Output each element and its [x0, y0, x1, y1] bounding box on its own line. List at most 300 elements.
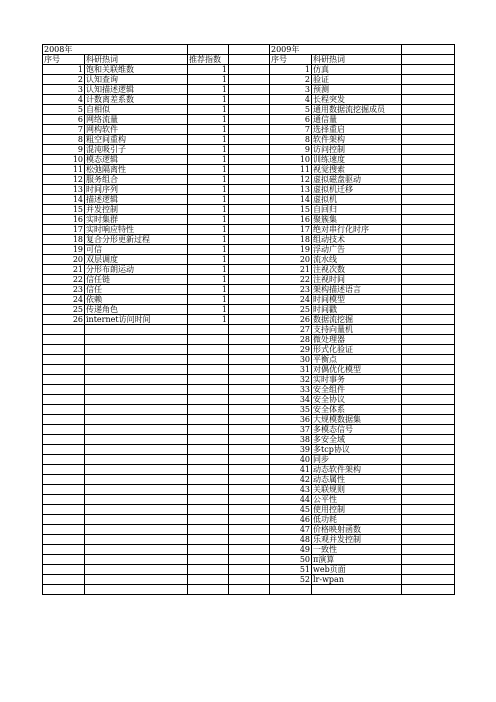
seq-cell-2009: 18 [270, 235, 312, 245]
seq-cell-2008: 24 [43, 295, 85, 305]
spacer-cell [229, 105, 270, 115]
spacer-cell [229, 355, 270, 365]
seq-cell-2009: 22 [270, 275, 312, 285]
seq-cell-2009: 20 [270, 255, 312, 265]
empty-cell [402, 505, 455, 515]
term-cell-2008: 描述逻辑 [85, 195, 188, 205]
seq-cell-2008: 7 [43, 125, 85, 135]
spacer-cell [229, 325, 270, 335]
header-term-2009: 科研热词 [312, 55, 402, 65]
seq-cell-2009: 12 [270, 175, 312, 185]
header-seq-2008: 序号 [43, 55, 85, 65]
seq-cell-2009: 38 [270, 435, 312, 445]
term-cell-2008 [85, 385, 188, 395]
index-cell-2008 [188, 365, 229, 375]
empty-cell [402, 475, 455, 485]
empty-cell [402, 115, 455, 125]
seq-cell-2009: 40 [270, 455, 312, 465]
term-cell-2009: 多tcp协议 [312, 445, 402, 455]
empty-cell [402, 205, 455, 215]
spacer-cell [229, 485, 270, 495]
term-cell-2008 [85, 575, 188, 585]
empty-cell [402, 455, 455, 465]
seq-cell-2008 [43, 345, 85, 355]
term-cell-2008 [85, 325, 188, 335]
spacer-cell [229, 255, 270, 265]
table-row [43, 455, 455, 465]
index-cell-2008: 1 [188, 95, 229, 105]
term-cell-2008 [85, 465, 188, 475]
seq-cell-2009: 3 [270, 85, 312, 95]
empty-cell [402, 315, 455, 325]
empty-cell [402, 75, 455, 85]
index-cell-2008: 1 [188, 115, 229, 125]
seq-cell-2009: 32 [270, 375, 312, 385]
term-cell-2008: 模态逻辑 [85, 155, 188, 165]
seq-cell-2008 [43, 365, 85, 375]
empty-cell [402, 275, 455, 285]
term-cell-2009: 实时事务 [312, 375, 402, 385]
seq-cell-2009: 27 [270, 325, 312, 335]
seq-cell-2009: 30 [270, 355, 312, 365]
seq-cell-2009: 47 [270, 525, 312, 535]
term-cell-2009: 聚簇集 [312, 215, 402, 225]
index-cell-2008: 1 [188, 85, 229, 95]
term-cell-2009: 虚拟机迁移 [312, 185, 402, 195]
spacer-cell [229, 205, 270, 215]
index-cell-2008: 1 [188, 195, 229, 205]
term-cell-2009: 平衡点 [312, 355, 402, 365]
index-cell-2008: 1 [188, 225, 229, 235]
index-cell-2008 [188, 535, 229, 545]
spacer-cell [229, 145, 270, 155]
term-cell-2008: 粗空间重构 [85, 135, 188, 145]
term-cell-2009: 乐观并发控制 [312, 535, 402, 545]
spacer-cell [229, 375, 270, 385]
spacer-cell [229, 435, 270, 445]
term-cell-2009: 仿真 [312, 65, 402, 75]
seq-cell-2008 [43, 545, 85, 555]
seq-cell-2009: 23 [270, 285, 312, 295]
term-cell-2009: 对偶优化模型 [312, 365, 402, 375]
index-cell-2008 [188, 345, 229, 355]
table-row [43, 395, 455, 405]
table-row [43, 305, 455, 315]
spacer-cell [229, 475, 270, 485]
empty-cell [402, 265, 455, 275]
table-row [43, 485, 455, 495]
empty-cell [402, 255, 455, 265]
empty-cell [402, 485, 455, 495]
seq-cell-2008: 12 [43, 175, 85, 185]
empty-cell [402, 185, 455, 195]
header-seq-2009: 序号 [270, 55, 312, 65]
table-row [43, 175, 455, 185]
spacer-cell [229, 545, 270, 555]
table-row [43, 335, 455, 345]
seq-cell-2008 [43, 535, 85, 545]
seq-cell-2008 [43, 465, 85, 475]
seq-cell-2009: 28 [270, 335, 312, 345]
seq-cell-2008: 13 [43, 185, 85, 195]
spacer-cell [229, 425, 270, 435]
term-cell-2009: 时间戳 [312, 305, 402, 315]
table-row [43, 195, 455, 205]
term-cell-2009: 同步 [312, 455, 402, 465]
empty-cell [402, 515, 455, 525]
empty-cell [402, 155, 455, 165]
term-cell-2009: 视觉搜索 [312, 165, 402, 175]
table-row [43, 265, 455, 275]
empty-cell [402, 435, 455, 445]
index-cell-2008: 1 [188, 205, 229, 215]
table-row [43, 365, 455, 375]
table-row [43, 295, 455, 305]
table-row [43, 75, 455, 85]
table-row [43, 95, 455, 105]
empty-cell [402, 365, 455, 375]
table-row [43, 135, 455, 145]
spacer-cell [229, 175, 270, 185]
term-cell-2008 [85, 395, 188, 405]
term-cell-2008: 服务组合 [85, 175, 188, 185]
table-row [43, 245, 455, 255]
empty-cell [402, 175, 455, 185]
term-cell-2009: 浮动广告 [312, 245, 402, 255]
empty-cell [402, 135, 455, 145]
term-cell-2009: 时间模型 [312, 295, 402, 305]
term-cell-2008 [85, 405, 188, 415]
term-cell-2008 [85, 495, 188, 505]
term-cell-2008: 信任 [85, 285, 188, 295]
seq-cell-2009: 39 [270, 445, 312, 455]
seq-cell-2009: 42 [270, 475, 312, 485]
seq-cell-2008: 19 [43, 245, 85, 255]
term-cell-2008 [85, 455, 188, 465]
empty-cell [402, 215, 455, 225]
spacer-cell [229, 505, 270, 515]
empty-cell [188, 45, 229, 55]
empty-cell [402, 565, 455, 575]
spacer-cell [229, 245, 270, 255]
term-cell-2009: 通信量 [312, 115, 402, 125]
seq-cell-2008 [43, 475, 85, 485]
empty-cell [402, 195, 455, 205]
header-index-2008: 推荐指数 [188, 55, 229, 65]
empty-cell [402, 465, 455, 475]
index-cell-2008 [188, 455, 229, 465]
seq-cell-2008: 25 [43, 305, 85, 315]
empty-cell [402, 585, 455, 595]
seq-cell-2009: 16 [270, 215, 312, 225]
term-cell-2009: π演算 [312, 555, 402, 565]
seq-cell-2008 [43, 325, 85, 335]
table-row [43, 385, 455, 395]
spacer-cell [229, 235, 270, 245]
empty-cell [402, 325, 455, 335]
seq-cell-2009: 41 [270, 465, 312, 475]
seq-cell-2009: 51 [270, 565, 312, 575]
term-cell-2008: 松弛隔离性 [85, 165, 188, 175]
index-cell-2008 [188, 375, 229, 385]
term-cell-2009: 公平性 [312, 495, 402, 505]
term-cell-2008: 并发控制 [85, 205, 188, 215]
empty-cell [402, 545, 455, 555]
term-cell-2008 [85, 445, 188, 455]
table-row [43, 85, 455, 95]
spacer-cell [229, 565, 270, 575]
seq-cell-2009: 8 [270, 135, 312, 145]
index-cell-2008: 1 [188, 125, 229, 135]
empty-cell [402, 95, 455, 105]
spacer-cell [229, 185, 270, 195]
table-row [43, 165, 455, 175]
seq-cell-2009: 52 [270, 575, 312, 585]
table-row [43, 545, 455, 555]
term-cell-2008 [85, 355, 188, 365]
index-cell-2008 [188, 335, 229, 345]
seq-cell-2009: 6 [270, 115, 312, 125]
seq-cell-2009: 46 [270, 515, 312, 525]
table-row [43, 235, 455, 245]
seq-cell-2009: 9 [270, 145, 312, 155]
empty-cell [402, 335, 455, 345]
seq-cell-2008 [43, 575, 85, 585]
term-cell-2009: 微处理器 [312, 335, 402, 345]
seq-cell-2009: 31 [270, 365, 312, 375]
header-row [43, 55, 455, 65]
seq-cell-2009: 50 [270, 555, 312, 565]
seq-cell-2009: 2 [270, 75, 312, 85]
term-cell-2009: 支持向量机 [312, 325, 402, 335]
spacer-cell [229, 135, 270, 145]
term-cell-2008: 实时集群 [85, 215, 188, 225]
term-cell-2008: 饱和关联维数 [85, 65, 188, 75]
empty-cell [402, 425, 455, 435]
index-cell-2008 [188, 565, 229, 575]
term-cell-2008 [85, 435, 188, 445]
index-cell-2008 [188, 325, 229, 335]
spacer-cell [229, 385, 270, 395]
term-cell-2008 [85, 375, 188, 385]
index-cell-2008 [188, 555, 229, 565]
empty-cell [402, 45, 455, 55]
term-cell-2009: 虚拟磁盘驱动 [312, 175, 402, 185]
empty-cell [402, 445, 455, 455]
term-cell-2008: internet访问时间 [85, 315, 188, 325]
term-cell-2009: 大规模数据集 [312, 415, 402, 425]
seq-cell-2009: 4 [270, 95, 312, 105]
empty-cell [402, 305, 455, 315]
table-row [43, 105, 455, 115]
term-cell-2008: 复合分形更新过程 [85, 235, 188, 245]
spacer-cell [229, 195, 270, 205]
term-cell-2008 [85, 475, 188, 485]
seq-cell-2008 [43, 585, 85, 595]
seq-cell-2009: 15 [270, 205, 312, 215]
term-cell-2009: 注视时间 [312, 275, 402, 285]
term-cell-2008 [85, 565, 188, 575]
seq-cell-2009: 24 [270, 295, 312, 305]
index-cell-2008: 1 [188, 305, 229, 315]
seq-cell-2008 [43, 485, 85, 495]
seq-cell-2008: 16 [43, 215, 85, 225]
empty-cell [402, 295, 455, 305]
index-cell-2008 [188, 505, 229, 515]
table-row [43, 555, 455, 565]
spacer-cell [229, 165, 270, 175]
seq-cell-2009: 35 [270, 405, 312, 415]
table-row [43, 445, 455, 455]
empty-cell [402, 525, 455, 535]
spacer-cell [229, 125, 270, 135]
index-cell-2008 [188, 425, 229, 435]
index-cell-2008: 1 [188, 245, 229, 255]
spacer-cell [229, 395, 270, 405]
seq-cell-2008 [43, 515, 85, 525]
table-row [43, 285, 455, 295]
spacer-cell [229, 495, 270, 505]
seq-cell-2009: 11 [270, 165, 312, 175]
year-2008-label: 2008年 [43, 45, 188, 55]
spacer-cell [229, 215, 270, 225]
term-cell-2008 [85, 505, 188, 515]
term-cell-2009: 自回归 [312, 205, 402, 215]
spacer-cell [229, 115, 270, 125]
index-cell-2008 [188, 355, 229, 365]
table-row [43, 345, 455, 355]
term-cell-2008 [85, 365, 188, 375]
spacer-cell [229, 45, 270, 55]
table-row [43, 475, 455, 485]
seq-cell-2008: 3 [43, 85, 85, 95]
term-cell-2009: 多安全域 [312, 435, 402, 445]
spacer-cell [229, 315, 270, 325]
index-cell-2008 [188, 445, 229, 455]
seq-cell-2008: 9 [43, 145, 85, 155]
spacer-cell [229, 365, 270, 375]
term-cell-2009: 访问控制 [312, 145, 402, 155]
term-cell-2008 [85, 555, 188, 565]
index-cell-2008 [188, 395, 229, 405]
table-row [43, 375, 455, 385]
term-cell-2009: 预测 [312, 85, 402, 95]
term-cell-2009: lr-wpan [312, 575, 402, 585]
seq-cell-2008: 10 [43, 155, 85, 165]
table-row [43, 585, 455, 595]
table-row [43, 565, 455, 575]
seq-cell-2009: 37 [270, 425, 312, 435]
term-cell-2008: 依赖 [85, 295, 188, 305]
index-cell-2008: 1 [188, 135, 229, 145]
spacer-cell [229, 225, 270, 235]
seq-cell-2009: 45 [270, 505, 312, 515]
seq-cell-2008 [43, 385, 85, 395]
term-cell-2009: 架构描述语言 [312, 285, 402, 295]
index-cell-2008 [188, 385, 229, 395]
seq-cell-2008: 11 [43, 165, 85, 175]
index-cell-2008: 1 [188, 285, 229, 295]
empty-cell [402, 125, 455, 135]
index-cell-2008: 1 [188, 185, 229, 195]
seq-cell-2009: 7 [270, 125, 312, 135]
seq-cell-2008 [43, 425, 85, 435]
empty-cell [402, 575, 455, 585]
term-cell-2008: 混沌吸引子 [85, 145, 188, 155]
index-cell-2008: 1 [188, 315, 229, 325]
term-cell-2008: 传递角色 [85, 305, 188, 315]
term-cell-2009: 多模态信号 [312, 425, 402, 435]
table-row [43, 465, 455, 475]
term-cell-2009: 长程突发 [312, 95, 402, 105]
index-cell-2008 [188, 415, 229, 425]
spacer-cell [229, 515, 270, 525]
term-cell-2009: 低功耗 [312, 515, 402, 525]
seq-cell-2008 [43, 565, 85, 575]
empty-cell [402, 285, 455, 295]
index-cell-2008: 1 [188, 165, 229, 175]
term-cell-2008 [85, 545, 188, 555]
spacer-cell [229, 65, 270, 75]
table-row [43, 575, 455, 585]
year-row [43, 45, 455, 55]
seq-cell-2008: 21 [43, 265, 85, 275]
spacer-cell [229, 535, 270, 545]
term-cell-2008 [85, 485, 188, 495]
term-cell-2008 [85, 525, 188, 535]
term-cell-2009: 动态软件架构 [312, 465, 402, 475]
empty-cell [402, 375, 455, 385]
spacer-cell [229, 405, 270, 415]
index-cell-2008: 1 [188, 215, 229, 225]
term-cell-2008 [85, 515, 188, 525]
spacer-cell [229, 265, 270, 275]
hot-terms-table [42, 44, 455, 595]
spacer-cell [229, 55, 270, 65]
spacer-cell [229, 415, 270, 425]
index-cell-2008: 1 [188, 75, 229, 85]
term-cell-2008: 自相似 [85, 105, 188, 115]
table-row [43, 515, 455, 525]
table-row [43, 405, 455, 415]
spacer-cell [229, 525, 270, 535]
spacer-cell [229, 345, 270, 355]
seq-cell-2008 [43, 555, 85, 565]
spacer-cell [229, 455, 270, 465]
index-cell-2008: 1 [188, 65, 229, 75]
spacer-cell [229, 85, 270, 95]
spacer-cell [229, 465, 270, 475]
seq-cell-2009: 1 [270, 65, 312, 75]
empty-cell [402, 55, 455, 65]
term-cell-2008 [85, 335, 188, 345]
table-row [43, 275, 455, 285]
empty-cell [402, 395, 455, 405]
index-cell-2008 [188, 575, 229, 585]
seq-cell-2008 [43, 405, 85, 415]
index-cell-2008: 1 [188, 275, 229, 285]
seq-cell-2008 [43, 355, 85, 365]
term-cell-2008 [85, 585, 188, 595]
term-cell-2009: 形式化验证 [312, 345, 402, 355]
empty-cell [402, 105, 455, 115]
seq-cell-2008 [43, 375, 85, 385]
empty-cell [402, 405, 455, 415]
index-cell-2008 [188, 495, 229, 505]
seq-cell-2008: 20 [43, 255, 85, 265]
spacer-cell [229, 445, 270, 455]
empty-cell [402, 385, 455, 395]
